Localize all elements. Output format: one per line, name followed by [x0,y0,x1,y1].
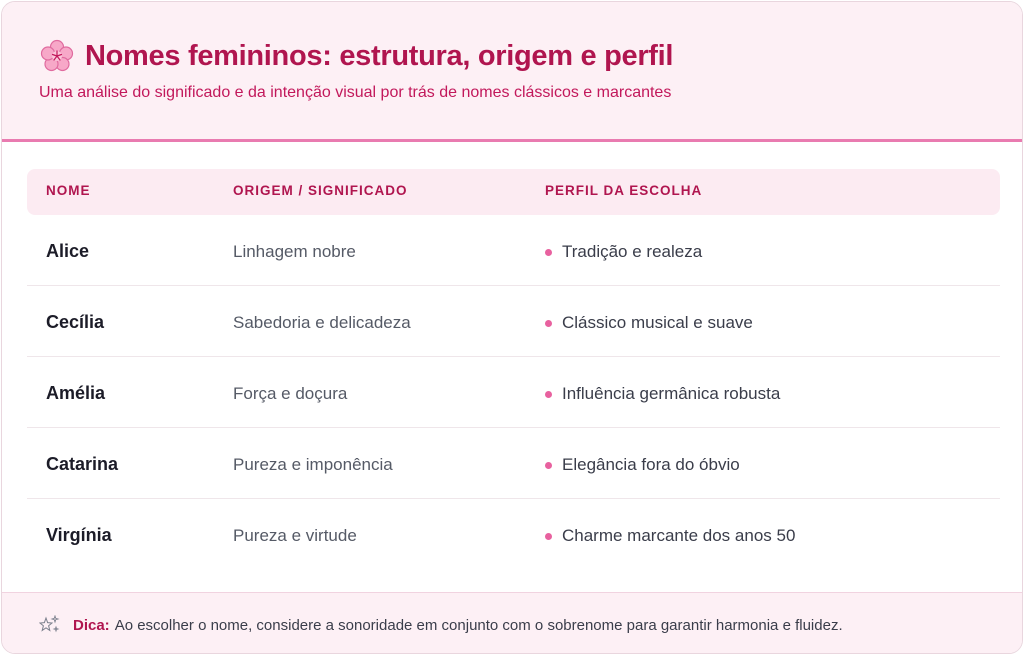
origin-cell: Linhagem nobre [233,242,356,261]
profile-text: Elegância fora do óbvio [562,455,740,474]
name-cell: Alice [46,241,90,261]
table-header [27,169,1000,215]
table-row [27,215,1000,286]
bullet-dot-icon [545,249,552,256]
tip-footer [2,592,1022,653]
profile-text: Tradição e realeza [562,242,703,261]
column-header-name: NOME [46,183,91,198]
origin-cell: Pureza e virtude [233,526,357,545]
profile-cell [545,242,702,262]
profile-cell [545,526,795,546]
table-row [27,499,1000,570]
table-row [27,428,1000,499]
profile-text: Charme marcante dos anos 50 [562,526,796,545]
names-card [1,1,1023,654]
tip-row [39,615,843,635]
page-subtitle: Uma análise do significado e da intenção visual por trás de nomes clássicos e marcantes [39,84,672,101]
profile-text: Clássico musical e suave [562,313,753,332]
table-row [27,286,1000,357]
bullet-dot-icon [545,462,552,469]
profile-cell [545,384,780,404]
origin-cell: Força e doçura [233,384,348,403]
table-body [27,215,1000,570]
bullet-dot-icon [545,533,552,540]
profile-cell [545,455,740,475]
profile-cell [545,313,753,333]
tip-label: Dica: [73,616,110,634]
column-header-profile: PERFIL DA ESCOLHA [545,183,703,198]
origin-cell: Pureza e imponência [233,455,393,474]
title-row [39,38,673,74]
page-title: Nomes femininos: estrutura, origem e perfil [85,39,674,72]
column-header-origin: ORIGEM / SIGNIFICADO [233,183,408,198]
name-cell: Cecília [46,312,105,332]
name-cell: Catarina [46,454,119,474]
sparkles-icon [39,615,61,635]
cherry-blossom-icon [39,38,75,74]
bullet-dot-icon [545,320,552,327]
card-header [2,2,1022,142]
name-cell: Amélia [46,383,106,403]
table-row [27,357,1000,428]
name-cell: Virgínia [46,525,112,545]
tip-text: Ao escolher o nome, considere a sonoridade em conjunto com o sobrenome para garantir harmonia e fluidez. [114,616,843,634]
bullet-dot-icon [545,391,552,398]
profile-text: Influência germânica robusta [562,384,781,403]
origin-cell: Sabedoria e delicadeza [233,313,411,332]
